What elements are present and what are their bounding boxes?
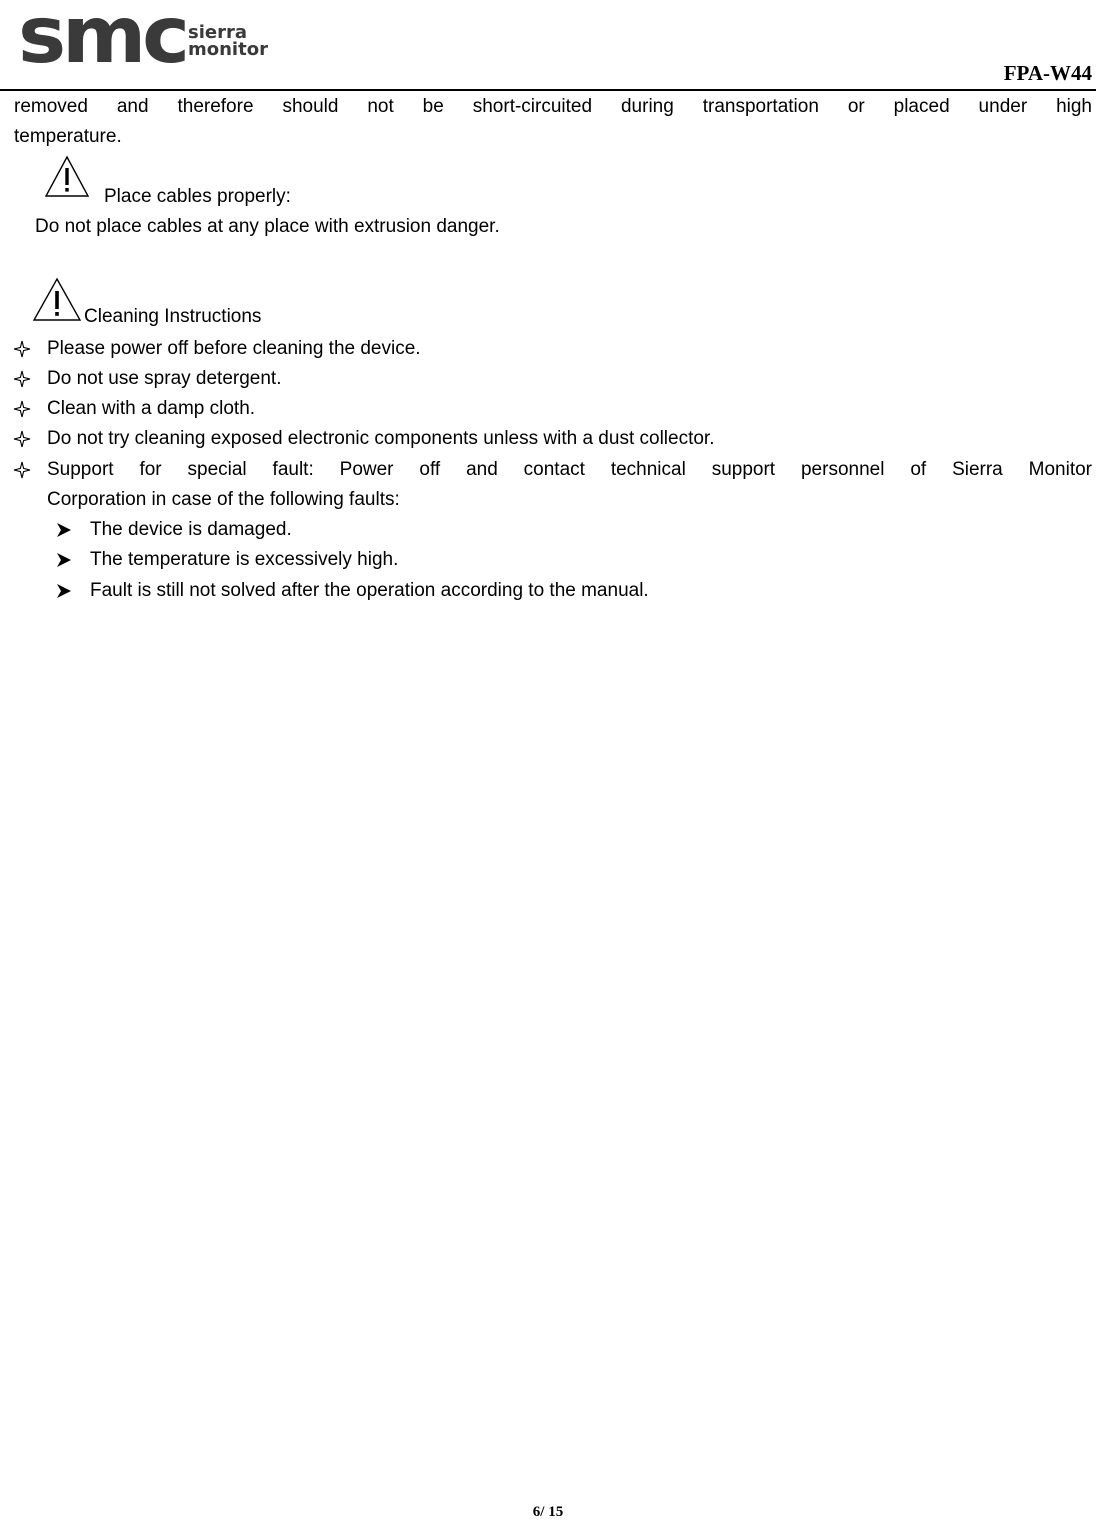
cables-heading: Place cables properly:: [104, 186, 291, 207]
arrowhead-right-icon: [56, 552, 72, 568]
page-header: [0, 0, 1096, 90]
arrowhead-right-icon: [56, 522, 72, 538]
page-number: 6/ 15: [532, 1504, 564, 1520]
bullet-item: Do not use spray detergent.: [47, 368, 282, 389]
warning-triangle-icon: [44, 154, 90, 200]
bullet-item: Please power off before cleaning the device.: [47, 338, 421, 359]
fault-item: The device is damaged.: [90, 519, 292, 540]
logo-sub-text-2: monitor: [188, 39, 268, 60]
fault-item: The temperature is excessively high.: [90, 549, 399, 570]
support-line-2: Corporation in case of the following faults:: [47, 489, 400, 510]
cleaning-heading: Cleaning Instructions: [84, 306, 262, 327]
four-point-star-outline-icon: [13, 340, 31, 358]
logo-sub-text-1: sierra: [188, 22, 247, 43]
logo-main-text: smc: [18, 4, 186, 70]
support-line-1: Support for special fault: Power off and contact technical support personnel of Sierra Monitor: [47, 459, 1092, 480]
warning-triangle-icon: [32, 276, 82, 324]
paragraph-line-2: temperature.: [14, 126, 122, 147]
four-point-star-outline-icon: [13, 370, 31, 388]
header-divider: [0, 89, 1096, 91]
smc-sierra-monitor-logo: [18, 4, 270, 70]
arrowhead-right-icon: [56, 583, 72, 599]
document-id: FPA-W44: [1003, 61, 1092, 85]
cables-text: Do not place cables at any place with extrusion danger.: [35, 216, 500, 237]
four-point-star-outline-icon: [13, 400, 31, 418]
four-point-star-outline-icon: [13, 430, 31, 448]
bullet-item: Clean with a damp cloth.: [47, 398, 256, 419]
fault-item: Fault is still not solved after the operation according to the manual.: [90, 580, 649, 601]
paragraph-line-1: removed and therefore should not be short-circuited during transportation or placed under high: [14, 96, 1092, 117]
bullet-item: Do not try cleaning exposed electronic components unless with a dust collector.: [47, 428, 715, 449]
four-point-star-outline-icon: [13, 461, 31, 479]
